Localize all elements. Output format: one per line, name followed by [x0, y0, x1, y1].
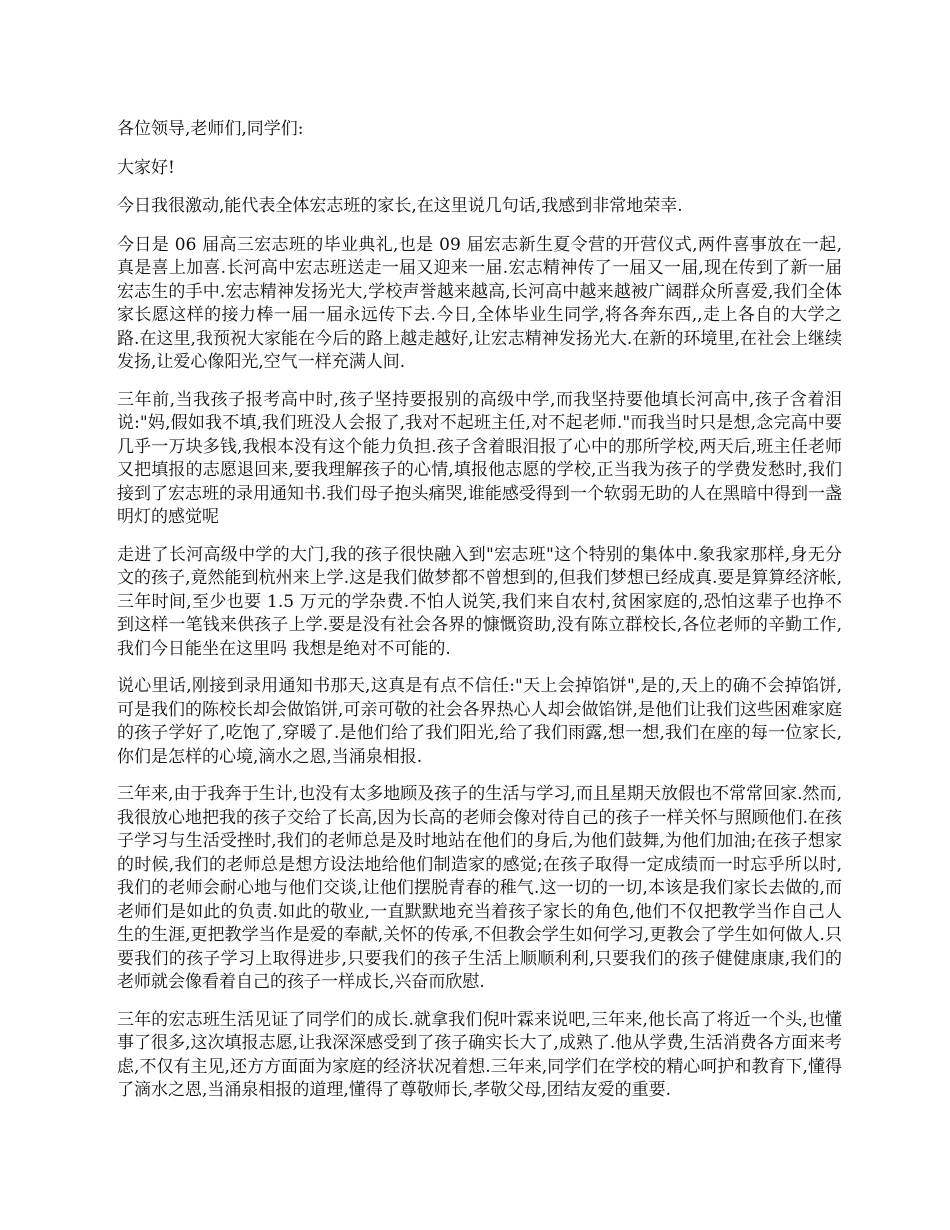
paragraph-opening: 今日我很激动,能代表全体宏志班的家长,在这里说几句话,我感到非常地荣幸. — [117, 196, 683, 216]
document-body — [117, 118, 842, 1117]
paragraph-three-years-ago: 三年前,当我孩子报考高中时,孩子坚持要报别的高级中学,而我坚持要他填长河高中,孩子含着泪说:"妈,假如我不填,我们班没人会报了,我对不起班主任,对不起老师."而我当时只是想,念完高中要几乎一万块多钱,我根本没有这个能力负担.孩子含着眼泪报了心中的那所学校,两天后,班主任老师又把填报的志愿退回来,要我理解孩子的心情,填报他志愿的学校,正当我为孩子的学费发愁时,我们接到了宏志班的录用通知书.我们母子抱头痛哭,谁能感受得到一个软弱无助的人在黑暗中得到一盏明灯的感觉呢 — [117, 389, 842, 527]
paragraph-entering-school: 走进了长河高级中学的大门,我的孩子很快融入到"宏志班"这个特别的集体中.象我家那样,身无分文的孩子,竟然能到杭州来上学.这是我们做梦都不曾想到的,但我们梦想已经成真.要是算算经济帐,三年时间,至少也要 1.5 万元的学杂费.不怕人说笑,我们来自农村,贫困家庭的,恐怕这辈子也挣不到这样一笔钱来供孩子上学.要是没有社会各界的慷慨资助,没有陈立群校长,各位老师的辛勤工作,我们今日能坐在这里吗 我想是绝对不可能的. — [117, 544, 842, 659]
paragraph-teachers: 三年来,由于我奔于生计,也没有太多地顾及孩子的生活与学习,而且星期天放假也不常常回家.然而,我很放心地把我的孩子交给了长高,因为长高的老师会像对待自己的孩子一样关怀与照顾他们.在孩子学习与生活受挫时,我们的老师总是及时地站在他们的身后,为他们鼓舞,为他们加油;在孩子想家的时候,我们的老师总是想方设法地给他们制造家的感觉;在孩子取得一定成绩而一时忘乎所以时,我们的老师会耐心地与他们交谈,让他们摆脱青春的稚气.这一切的一切,本该是我们家长去做的,而老师们是如此的负责.如此的敬业,一直默默地充当着孩子家长的角色,他们不仅把教学当作自己人生的生涯,更把教学当作是爱的奉献,关怀的传承,不但教会学生如何学习,更教会了学生如何做人.只要我们的孩子学习上取得进步,只要我们的孩子生活上顺顺利利,只要我们的孩子健健康康,我们的老师就会像看着自己的孩子一样成长,兴奋而欣慰. — [117, 784, 842, 992]
salutation: 各位领导,老师们,同学们: — [117, 119, 304, 139]
paragraph-ceremony: 今日是 06 届高三宏志班的毕业典礼,也是 09 届宏志新生夏令营的开营仪式,两件喜事放在一起,真是喜上加喜.长河高中宏志班送走一届又迎来一届.宏志精神传了一届又一届,现在传到了新一届宏志生的手中.宏志精神发扬光大,学校声誉越来越高,长河高中越来越被广阔群众所喜爱,我们全体家长愿这样的接力棒一届一届永远传下去.今日,全体毕业生同学,将各奔东西,,走上各自的大学之路.在这里,我预祝大家能在今后的路上越走越好,让宏志精神发扬光大.在新的环境里,在社会上继续发扬,让爱心像阳光,空气一样充满人间. — [117, 234, 842, 372]
paragraph-growth: 三年的宏志班生活见证了同学们的成长.就拿我们倪叶霖来说吧,三年来,他长高了将近一个头,也懂事了很多,这次填报志愿,让我深深感受到了孩子确实长大了,成熟了.他从学费,生活消费各方面来考虑,不仅有主见,还方方面面为家庭的经济状况着想.三年来,同学们在学校的精心呵护和教育下,懂得了滴水之恩,当涌泉相报的道理,懂得了尊敬师长,孝敬父母,团结友爱的重要. — [117, 1009, 842, 1100]
paragraph-admission-notice: 说心里话,刚接到录用通知书那天,这真是有点不信任:"天上会掉馅饼",是的,天上的确不会掉馅饼,可是我们的陈校长却会做馅饼,可亲可敬的社会各界热心人却会做馅饼,是他们让我们这些困难家庭的孩子学好了,吃饱了,穿暖了.是他们给了我们阳光,给了我们雨露,想一想,我们在座的每一位家长,你们是怎样的心境,滴水之恩,当涌泉相报. — [117, 676, 842, 767]
greeting: 大家好! — [117, 157, 175, 178]
